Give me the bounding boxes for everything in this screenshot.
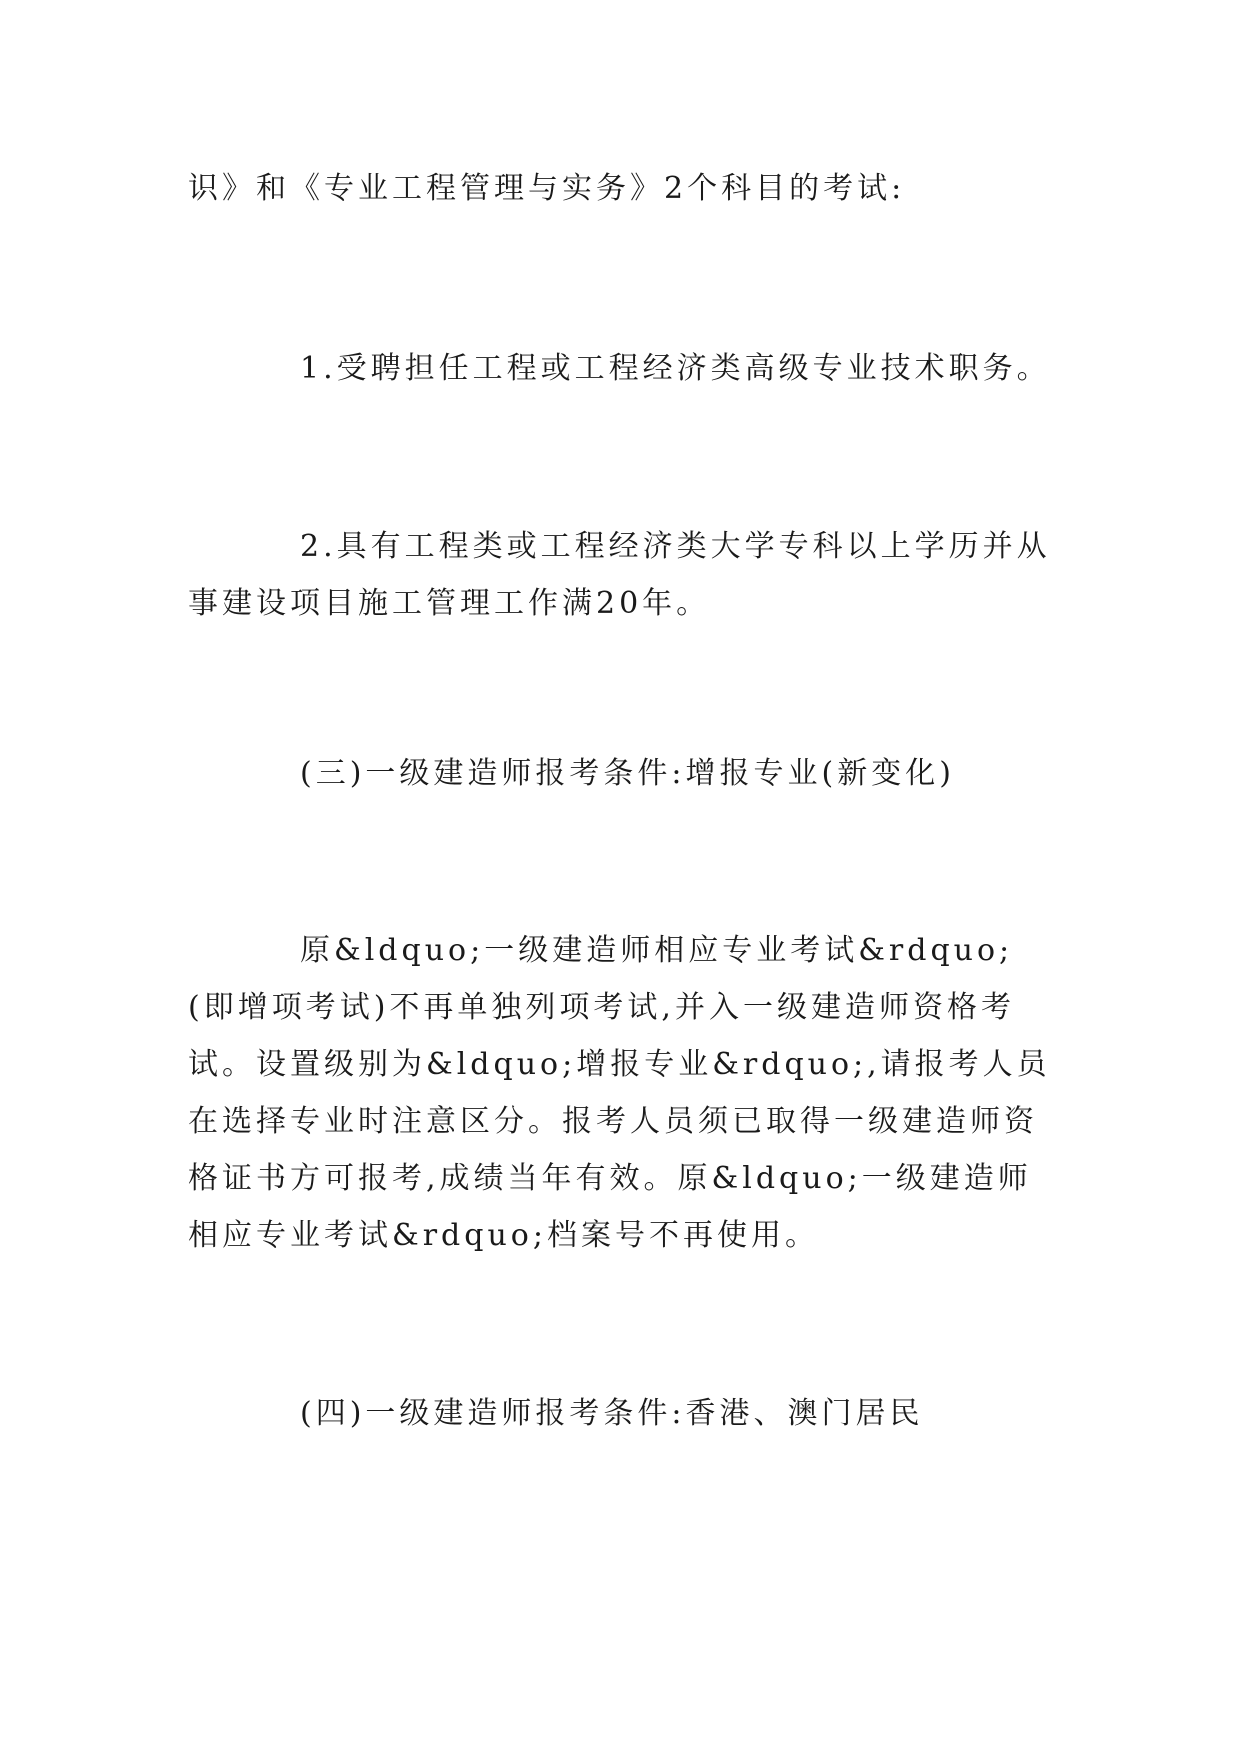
section-heading-3: (三)一级建造师报考条件:增报专业(新变化) [300, 756, 955, 791]
paragraph-condition-2: 2.具有工程类或工程经济类大学专科以上学历并从事建设项目施工管理工作满20年。 [188, 529, 1051, 621]
section-heading-4: (四)一级建造师报考条件:香港、澳门居民 [300, 1396, 924, 1431]
paragraph-condition-1: 1.受聘担任工程或工程经济类高级专业技术职务。 [300, 351, 1051, 386]
paragraph-exam-subjects: 识》和《专业工程管理与实务》2个科目的考试: [188, 171, 906, 206]
paragraph-additional-major: 原&ldquo;一级建造师相应专业考试&rdquo;(即增项考试)不再单独列项考试,并入一级建造师资格考试。设置级别为&ldquo;增报专业&rdquo;,请报考人员在选择专业时注意区分。报考人员须已取得一级建造师资格证书方可报考,成绩当年有效。原&ldquo;一级建造师相应专业考试&rdquo;档案号不再使用。 [188, 933, 1051, 1253]
